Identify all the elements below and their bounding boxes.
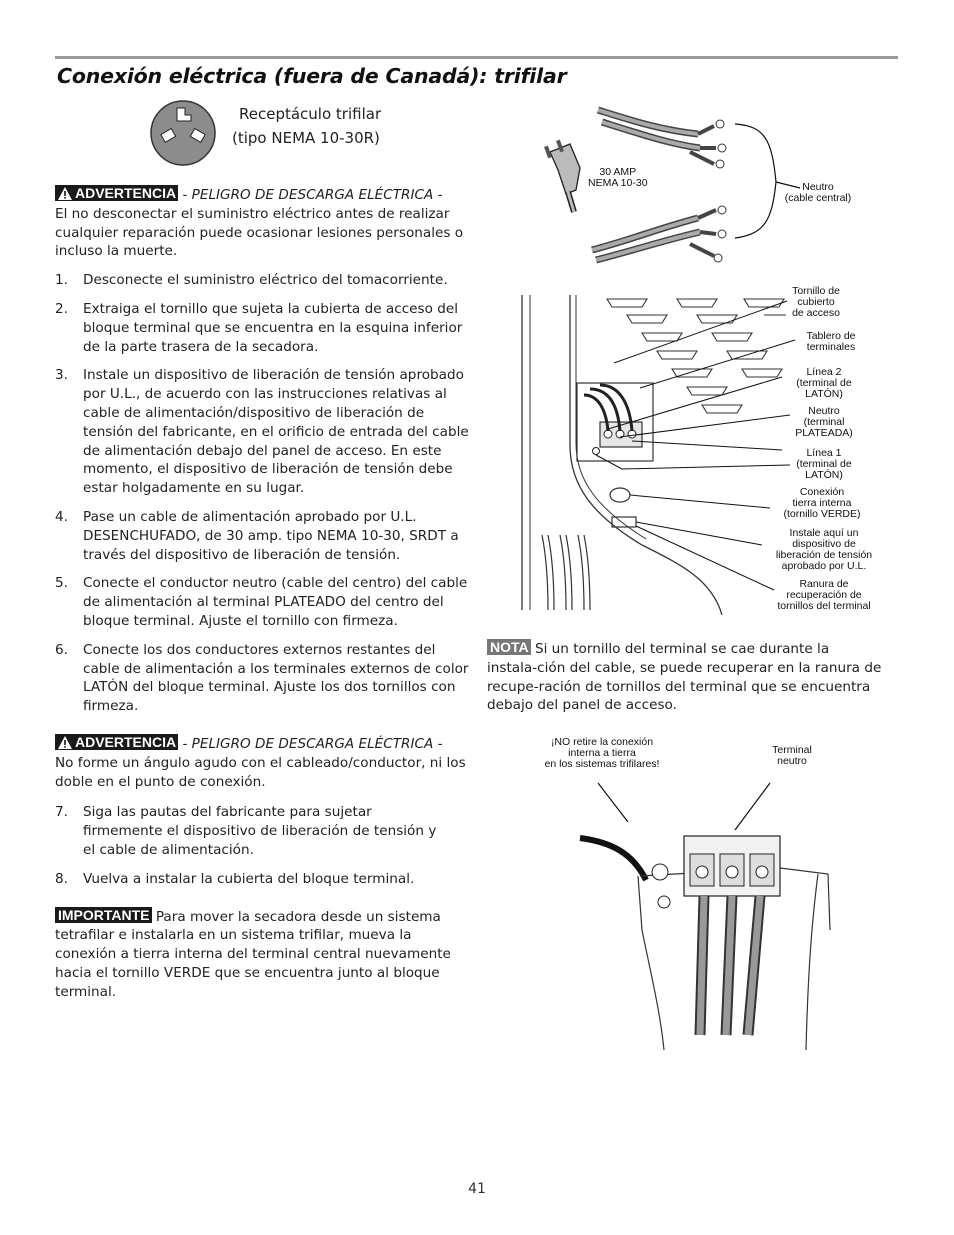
step-number: 1. bbox=[55, 272, 68, 289]
ground-screw-icon bbox=[593, 448, 600, 455]
note-text: Si un tornillo del terminal se cae durante la instala-ción del cable, se puede recuperar en la ranura de recupe-ración de tornillos del terminal que se encuentra debajo del panel de acceso. bbox=[487, 641, 882, 714]
fig2-label bbox=[764, 528, 884, 572]
step-number: 2. bbox=[55, 300, 68, 317]
fig2-label bbox=[764, 579, 884, 612]
supply-wires bbox=[700, 896, 760, 1035]
fig2-label-line: Ranura de bbox=[799, 578, 849, 590]
fig2-label-line: de acceso bbox=[792, 307, 840, 319]
step-number: 7. bbox=[55, 804, 68, 821]
ground-wire bbox=[580, 838, 646, 880]
fig2-label-line: tierra interna bbox=[792, 497, 852, 509]
fig2-label bbox=[774, 286, 858, 319]
steps-list-b bbox=[55, 803, 469, 888]
step-number: 5. bbox=[55, 575, 68, 592]
left-column bbox=[55, 185, 469, 1001]
list-item bbox=[55, 803, 469, 859]
step-text: Pase un cable de alimentación aprobado por U.L. DESENCHUFADO, de 30 amp. tipo NEMA 10-30, SRDT a través del dispositivo de liberación de tensión. bbox=[83, 508, 459, 563]
warning-text: No forme un ángulo agudo con el cableado/conductor, ni los doble en el punto de conexión. bbox=[55, 754, 466, 790]
receptacle-caption-line2: (tipo NEMA 10-30R) bbox=[232, 129, 380, 147]
fig2-label bbox=[776, 487, 868, 520]
list-item bbox=[55, 574, 469, 630]
warning-badge bbox=[55, 185, 178, 201]
cords bbox=[542, 535, 590, 610]
fig2-label-line: (terminal bbox=[803, 416, 845, 428]
warning-badge bbox=[55, 734, 178, 750]
upper-cord bbox=[598, 110, 726, 168]
warning-badge-label: ADVERTENCIA bbox=[75, 185, 177, 201]
neutral-leader bbox=[735, 783, 770, 830]
step-number: 4. bbox=[55, 508, 68, 525]
screw-slot bbox=[612, 517, 636, 527]
step-number: 3. bbox=[55, 367, 68, 384]
fig2-label-line: Instale aquí un bbox=[789, 527, 859, 539]
warning-icon bbox=[58, 187, 72, 200]
step-number: 8. bbox=[55, 870, 68, 887]
step-text: Siga las pautas del fabricante para sujetar firmemente el dispositivo de liberación de tensión y el cable de alimentación. bbox=[83, 804, 437, 858]
terminal-block-closeup bbox=[684, 836, 780, 896]
fig2-label-line: Tornillo de bbox=[792, 285, 840, 297]
list-item bbox=[55, 366, 469, 498]
list-item bbox=[55, 300, 469, 356]
neutral-label-line: Neutro bbox=[802, 181, 834, 193]
step-text: Conecte los dos conductores externos restantes del cable de alimentación a los terminales externos de color LATÓN del bloque terminal. Ajuste los dos tornillos con firmeza. bbox=[83, 641, 469, 715]
fig2-label bbox=[782, 448, 866, 481]
receptacle-caption bbox=[232, 102, 382, 150]
fig3-warning-line: ¡NO retire la conexión bbox=[550, 736, 654, 748]
warning-text: El no desconectar el suministro eléctrico antes de realizar cualquier reparación puede ocasionar lesiones personales o incluso la muerte. bbox=[55, 205, 464, 260]
important-badge: IMPORTANTE bbox=[55, 907, 152, 923]
neutral-label bbox=[776, 182, 860, 204]
fig2-label-line: Línea 2 bbox=[806, 366, 842, 378]
list-item bbox=[55, 641, 469, 716]
fig2-label-line: LATÓN) bbox=[805, 388, 843, 400]
fig3-warning-line: en los sistemas trifilares! bbox=[544, 758, 660, 770]
receptacle-icon bbox=[149, 99, 217, 167]
fig2-label-line: tornillos del terminal bbox=[777, 600, 871, 612]
fig2-label-line: dispositivo de bbox=[792, 538, 856, 550]
warning-block-2 bbox=[55, 734, 469, 791]
lower-cord bbox=[592, 206, 726, 262]
step-text: Vuelva a instalar la cubierta del bloque terminal. bbox=[83, 870, 415, 887]
fig2-label-line: cubierto bbox=[797, 296, 835, 308]
note-badge: NOTA bbox=[487, 639, 531, 655]
receptacle-caption-line1: Receptáculo trifilar bbox=[239, 105, 382, 123]
dryer-back-figure bbox=[512, 285, 792, 615]
fig3-neutral-line: neutro bbox=[777, 755, 807, 767]
warning-leader bbox=[598, 783, 628, 822]
fig2-label-line: (terminal de bbox=[796, 458, 852, 470]
fig2-label-line: aprobado por U.L. bbox=[781, 560, 867, 572]
header-rule bbox=[55, 56, 898, 59]
fig2-label bbox=[782, 406, 866, 439]
note-block bbox=[487, 639, 883, 715]
fig3-neutral-label bbox=[758, 745, 826, 767]
fig2-label-line: recuperación de bbox=[786, 589, 862, 601]
warning-block-1 bbox=[55, 185, 469, 261]
step-text: Instale un dispositivo de liberación de tensión aprobado por U.L., de acuerdo con las instrucciones relativas al cable de alimentación/dispositivo de liberación de tensión del fabricante, en el orificio de entrada del cable de alimentación debajo del panel de acceso. En este momento, el dispositivo de liberación de tensión debe estar holgadamente en su lugar. bbox=[83, 367, 469, 497]
plug-label-line: 30 AMP bbox=[599, 166, 637, 178]
fig2-label bbox=[782, 367, 866, 400]
terminal-closeup-figure bbox=[580, 780, 840, 1055]
fig2-label-line: liberación de tensión bbox=[775, 549, 873, 561]
page-number: 41 bbox=[468, 1181, 486, 1197]
fig2-label-line: terminales bbox=[806, 341, 856, 353]
warning-header: - PELIGRO DE DESCARGA ELÉCTRICA - bbox=[178, 735, 443, 752]
neutral-bracket bbox=[735, 124, 776, 238]
list-item bbox=[55, 508, 469, 564]
fig2-label bbox=[789, 331, 873, 353]
plug-label bbox=[588, 167, 648, 189]
list-item bbox=[55, 271, 469, 290]
strain-relief-hole bbox=[610, 488, 630, 502]
step-text: Desconecte el suministro eléctrico del tomacorriente. bbox=[83, 272, 448, 289]
plug-icon bbox=[544, 140, 580, 212]
fig2-label-line: Conexión bbox=[799, 486, 845, 498]
fig2-label-line: PLATEADA) bbox=[795, 427, 853, 439]
warning-header: - PELIGRO DE DESCARGA ELÉCTRICA - bbox=[178, 187, 443, 203]
page-title: Conexión eléctrica (fuera de Canadá): trifilar bbox=[57, 64, 567, 88]
step-text: Conecte el conductor neutro (cable del centro) del cable de alimentación al terminal PLATEADO del centro del bloque terminal. Ajuste el tornillo con firmeza. bbox=[83, 575, 468, 629]
important-text: Para mover la secadora desde un sistema tetrafilar e instalarla en un sistema trifilar, mueva la conexión a tierra interna del terminal central nuevamente hacia el tornillo VERDE que se encuentra junto al bloque terminal. bbox=[55, 908, 451, 1000]
ground-screw-icon bbox=[652, 864, 668, 880]
fig3-warning-line: interna a tierra bbox=[568, 747, 636, 759]
important-block bbox=[55, 907, 469, 1002]
step-number: 6. bbox=[55, 641, 68, 658]
fig2-label-line: (tornillo VERDE) bbox=[783, 508, 861, 520]
fig2-label-line: Neutro bbox=[808, 405, 840, 417]
plug-label-line: NEMA 10-30 bbox=[588, 177, 648, 189]
fig3-neutral-line: Terminal bbox=[772, 744, 812, 756]
fig2-label-line: Tablero de bbox=[806, 330, 856, 342]
list-item bbox=[55, 870, 469, 889]
fig2-label-line: (terminal de bbox=[796, 377, 852, 389]
warning-icon bbox=[58, 736, 72, 749]
fig2-label-line: LATÓN) bbox=[805, 469, 843, 481]
fig2-label-line: Línea 1 bbox=[806, 447, 842, 459]
fig3-warning-label bbox=[528, 737, 676, 770]
warning-badge-label: ADVERTENCIA bbox=[75, 733, 177, 750]
neutral-label-line: (cable central) bbox=[784, 192, 852, 204]
steps-list-a bbox=[55, 271, 469, 716]
step-text: Extraiga el tornillo que sujeta la cubierta de acceso del bloque terminal que se encuentra en la esquina inferior de la parte trasera de la secadora. bbox=[83, 300, 463, 355]
